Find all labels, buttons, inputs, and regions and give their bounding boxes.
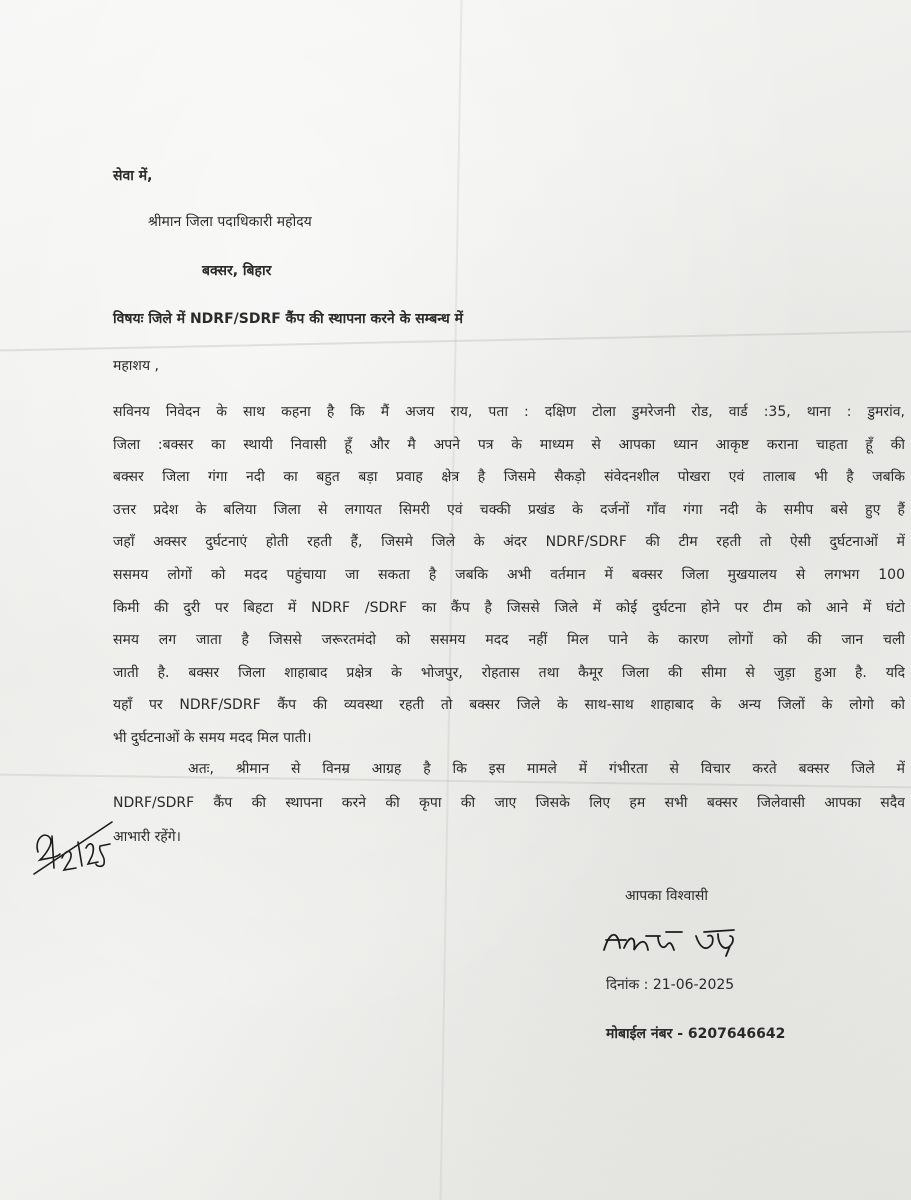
date-line: दिनांक : 21-06-2025 [606, 977, 735, 993]
body-line: उत्तर प्रदेश के बलिया जिला से लगायत सिमरी एवं चक्की प्रखंड के दर्जनों गाँव गंगा नदी के समीप बसे हुए हैं [113, 501, 905, 518]
body-line: समय लग जाता है जिससे जरूरतमंदो को ससमय मदद नहीं मिल पाने के कारण लोगों को की जान चली [113, 632, 905, 649]
body-line: जिला :बक्सर का स्थायी निवासी हूँ और मै अपने पत्र के माध्यम से आपका ध्यान आकृष्ट कराना चाहता हूँ की [113, 436, 905, 453]
body-line: जाती है. बक्सर जिला शाहाबाद प्रक्षेत्र के भोजपुर, रोहतास तथा कैमूर जिला की सीमा से जुड़ा हुआ है. यदि [113, 664, 905, 681]
request-line: NDRF/SDRF कैंप की स्थापना करने की कृपा की जाए जिसके लिए हम सभी बक्सर जिलेवासी आपका सदैव [113, 795, 905, 811]
mobile-line: मोबाईल नंबर - 6207646642 [606, 1026, 786, 1042]
recipient-place: बक्सर, बिहार [202, 263, 272, 279]
request-paragraph [113, 752, 905, 854]
request-line: आभारी रहेंगे। [113, 829, 181, 845]
body-line: ससमय लोगों को मदद पहुंचाया जा सकता है जबकि अभी वर्तमान में बक्सर जिला मुखयालय से लगभग 100 [113, 566, 905, 583]
request-line: अतः, श्रीमान से विनम्र आग्रह है कि इस मामले में गंभीरता से विचार करते बक्सर जिले में [188, 761, 905, 777]
body-line: यहाँ पर NDRF/SDRF कैंप की व्यवस्था रहती तो बक्सर जिले के साथ-साथ शाहाबाद के अन्य जिलों के लोगो को [113, 697, 905, 714]
closing: आपका विश्वासी [625, 888, 708, 904]
body-line: जहाँ अक्सर दुर्घटनाएं होती रहती हैं, जिसमे जिले के अंदर NDRF/SDRF की टीम रहती तो ऐसी दुर्घटनाओं में [113, 534, 905, 551]
signature-icon [600, 922, 760, 962]
paper-crease [0, 330, 911, 351]
handwritten-date-icon [30, 812, 120, 887]
body-line: किमी की दुरी पर बिहटा में NDRF /SDRF का कैंप है जिससे जिले में कोई दुर्घटना होने पर टीम को आने में घंटो [113, 599, 905, 616]
signature [600, 922, 760, 966]
salutation-to: सेवा में, [113, 168, 153, 184]
subject-line: विषयः जिले में NDRF/SDRF कैंप की स्थापना करने के सम्बन्ध में [113, 311, 463, 327]
body-line: सविनय निवेदन के साथ कहना है कि मैं अजय राय, पता : दक्षिण टोला डुमरेजनी रोड, वार्ड :35, थाना : डुमरांव, [113, 404, 905, 420]
handwritten-date-stamp [30, 812, 120, 891]
greeting: महाशय , [113, 358, 159, 374]
body-paragraph [113, 396, 905, 755]
body-line: भी दुर्घटनाओं के समय मदद मिल पाती। [113, 729, 312, 746]
recipient: श्रीमान जिला पदाधिकारी महोदय [148, 214, 312, 230]
body-line: बक्सर जिला गंगा नदी का बहुत बड़ा प्रवाह क्षेत्र है जिसमे सैकड़ो संवेदनशील पोखरा एवं तालाब भी है जबकि [113, 469, 905, 486]
